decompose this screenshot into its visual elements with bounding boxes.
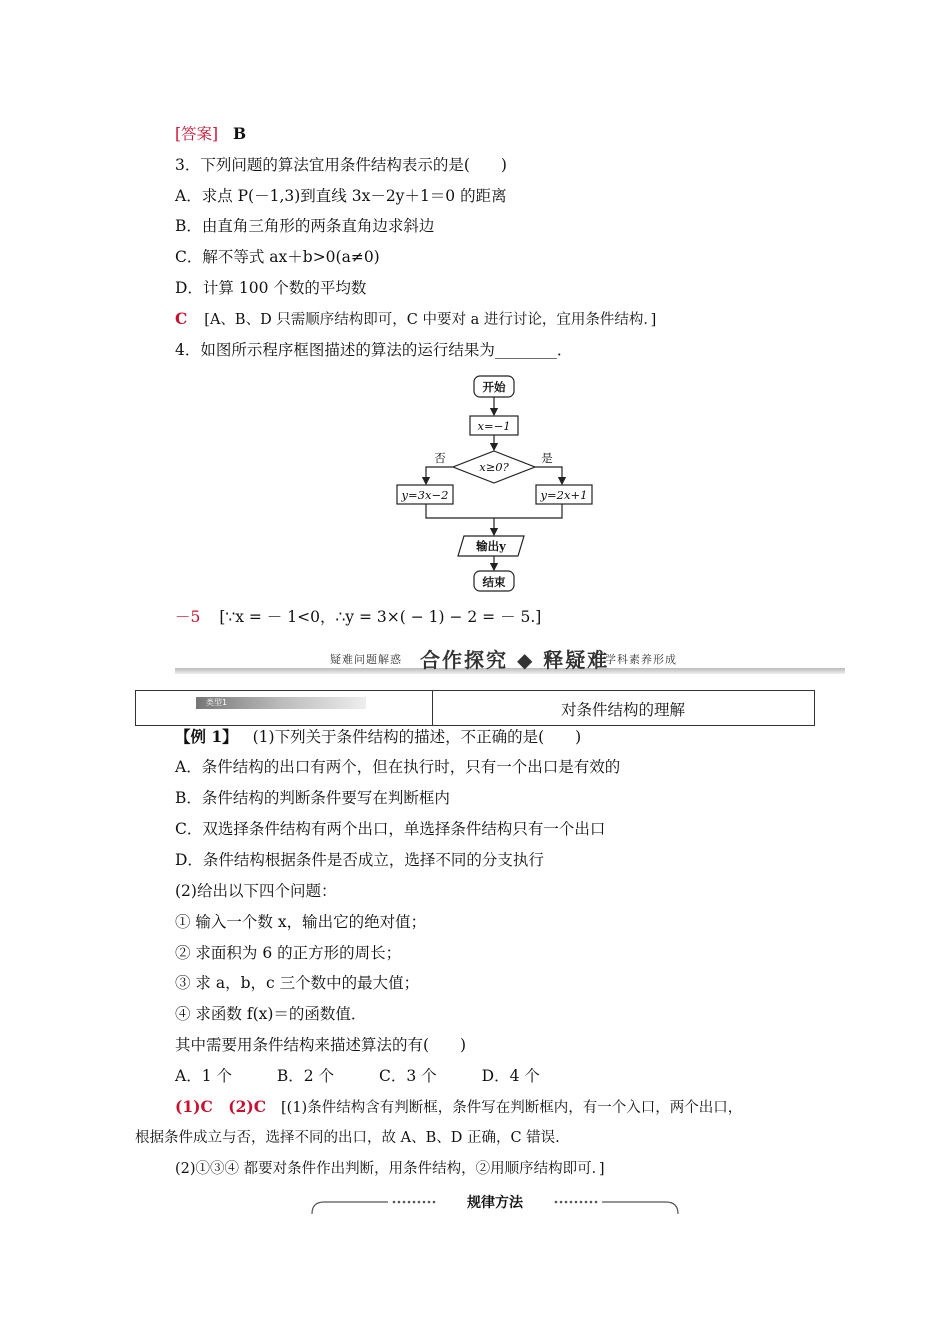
assign-label: x=−1 (477, 419, 511, 433)
ex1-opt-c: C．3 个 (379, 1067, 437, 1085)
method-label: 规律方法 (467, 1195, 523, 1211)
example-1-q1-text: (1)下列关于条件结构的描述，不正确的是( ) (252, 728, 582, 746)
q4-answer (175, 607, 541, 627)
no-label: 否 (434, 451, 446, 465)
q3-answer-letter: C (175, 309, 188, 328)
end-label: 结束 (482, 575, 506, 589)
answer-line (175, 124, 246, 144)
q4-answer-value: －5 (175, 608, 201, 626)
ex1-answer-text-2: 根据条件成立与否，选择不同的出口，故 A、B、D 正确，C 错误. (135, 1130, 560, 1146)
ex1-item-1: ① 输入一个数 x，输出它的绝对值； (175, 913, 427, 931)
q3-stem: 3．下列问题的算法宜用条件结构表示的是( ) (175, 156, 507, 174)
answer-value: B (233, 124, 247, 143)
example-1-head: 【例 1】 (175, 727, 238, 746)
ex1-answer-text-1: [(1)条件结构含有判断框，条件写在判断框内，有一个入口，两个出口， (281, 1100, 743, 1116)
q4-stem: 4．如图所示程序框图描述的算法的运行结果为________． (175, 341, 573, 359)
q4-answer-text: [∵x = － 1<0，∴y = 3×( − 1) − 2 = － 5.] (219, 608, 542, 626)
section-right-text: 学科素养形成 (605, 653, 677, 666)
ex1-q2-stem: 其中需要用条件结构来描述算法的有( ) (175, 1036, 467, 1054)
output-label: 输出y (476, 539, 506, 553)
yes-label: 是 (541, 451, 553, 465)
right-box-label: y=2x+1 (540, 488, 588, 502)
ex1-option-d: D．条件结构根据条件是否成立，选择不同的分支执行 (175, 851, 544, 869)
q3-answer (175, 309, 656, 330)
left-box-label: y=3x−2 (401, 488, 449, 502)
ex1-option-a: A．条件结构的出口有两个，但在执行时，只有一个出口是有效的 (175, 758, 621, 776)
ex1-q2-options (175, 1066, 540, 1086)
type-title: 对条件结构的理解 (560, 701, 685, 719)
q3-option-a: A．求点 P(－1,3)到直线 3x－2y＋1＝0 的距离 (175, 187, 507, 205)
q3-option-d: D．计算 100 个数的平均数 (175, 279, 367, 297)
q3-answer-text: [A、B、D 只需顺序结构即可，C 中要对 a 进行讨论，宜用条件结构．] (204, 312, 657, 328)
ex1-q2: (2)给出以下四个问题： (175, 882, 337, 900)
ex1-opt-a: A．1 个 (175, 1067, 232, 1085)
program-flowchart (390, 372, 610, 594)
type-tag: 类型1 (196, 697, 366, 709)
start-label: 开始 (482, 380, 506, 394)
section-banner (175, 644, 845, 678)
ex1-opt-b: B．2 个 (276, 1067, 335, 1085)
ex1-option-c: C．双选择条件结构有两个出口，单选择条件结构只有一个出口 (175, 820, 606, 838)
type-header-table (135, 690, 815, 726)
ex1-answer-text-3: (2)①③④ 都要对条件作出判断，用条件结构，②用顺序结构即可．] (175, 1161, 605, 1177)
q3-option-b: B．由直角三角形的两条直角边求斜边 (175, 217, 435, 235)
q3-option-c: C．解不等式 ax＋b>0(a≠0) (175, 248, 380, 266)
ex1-answer-letters: (1)C (2)C (175, 1097, 267, 1116)
ex1-answer-line-1 (175, 1097, 742, 1118)
section-title: 合作探究 ◆ 释疑难 (420, 648, 610, 672)
ex1-item-4: ④ 求函数 f(x)＝的函数值． (175, 1005, 367, 1023)
ex1-item-2: ② 求面积为 6 的正方形的周长； (175, 944, 402, 962)
ex1-option-b: B．条件结构的判断条件要写在判断框内 (175, 789, 450, 807)
ex1-item-3: ③ 求 a，b，c 三个数中的最大值； (175, 974, 420, 992)
cond-label: x≥0? (479, 460, 509, 474)
example-1-question-1 (175, 727, 581, 747)
answer-label: [答案] (175, 125, 219, 143)
ex1-opt-d: D．4 个 (481, 1067, 540, 1085)
method-banner (310, 1192, 680, 1218)
section-left-text: 疑难问题解惑 (330, 653, 402, 666)
